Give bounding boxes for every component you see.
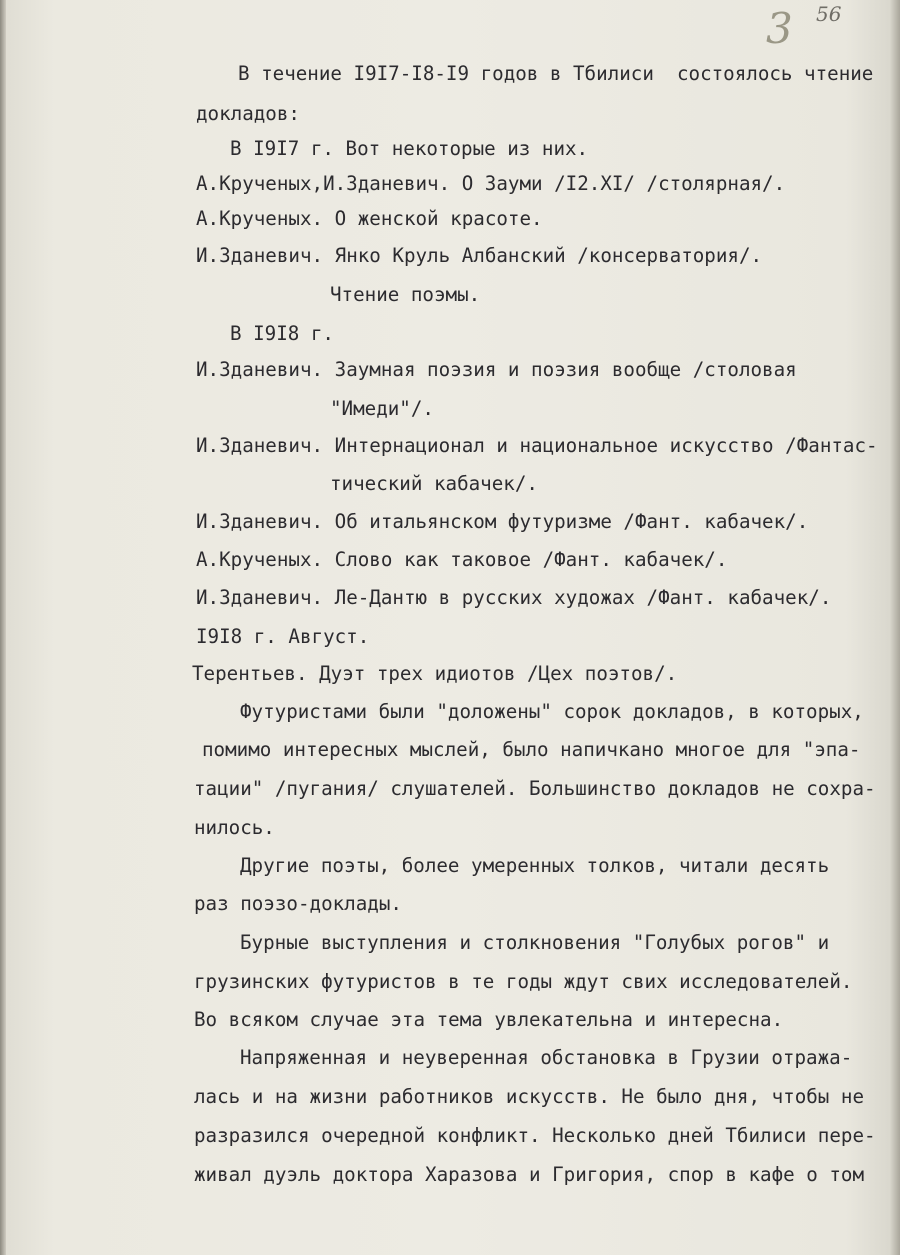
- entry-text: Слово как таковое /Фант. кабачек/.: [334, 548, 728, 571]
- entry-text: О женской красоте.: [334, 207, 543, 230]
- entry-text: И.Зданевич. О Зауми /I2.XI/ /столярная/.: [323, 172, 786, 195]
- paragraph-3-line-2: грузинских футуристов в те годы ждут свих исследователей.: [194, 970, 853, 993]
- entry-author: И.Зданевич.: [196, 510, 324, 533]
- entry-1918-1: [196, 360, 797, 379]
- paragraph-1-line-2: помимо интересных мыслей, было напичкано многое для "эпа-: [202, 738, 861, 761]
- entry-author: И.Зданевич.: [196, 358, 324, 381]
- page-number-pencil: 3: [766, 4, 793, 53]
- entry-author: И.Зданевич.: [196, 586, 324, 609]
- entry-1918-2: "Имеди"/.: [330, 397, 434, 420]
- entry-text: Ле-Дантю в русских художах /Фант. кабачек/.: [334, 586, 832, 609]
- entry-author: И.Зданевич.: [196, 244, 324, 267]
- entry-1917-4: Чтение поэмы.: [330, 283, 481, 306]
- terentiev-line: Терентьев. Дуэт трех идиотов /Цех поэтов/.: [192, 662, 678, 685]
- entry-text: Янко Круль Албанский /консерватория/.: [334, 244, 763, 267]
- paragraph-3-line-1: Бурные выступления и столкновения "Голубых рогов" и: [240, 931, 830, 954]
- entry-1918-6: [196, 550, 727, 569]
- entry-text: Об итальянском футуризме /Фант. кабачек/.: [334, 510, 809, 533]
- paper-edge-right: [890, 0, 900, 1255]
- paragraph-4-line-1: Напряженная и неуверенная обстановка в Грузии отража-: [240, 1046, 853, 1069]
- entry-1918-3: [196, 436, 878, 455]
- entry-text: Заумная поэзия и поэзия вообще /столовая: [334, 358, 797, 381]
- intro-line-1: В течение I9I7-I8-I9 годов в Тбилиси состоялось чтение: [238, 62, 874, 85]
- entry-author: И.Зданевич.: [196, 434, 324, 457]
- heading-1918: В I9I8 г.: [230, 322, 334, 345]
- paragraph-1-line-4: нилось.: [194, 816, 275, 839]
- paragraph-4-line-4: живал дуэль доктора Харазова и Григория, спор в кафе о том: [194, 1163, 865, 1186]
- paragraph-4-line-3: разразился очередной конфликт. Несколько дней Тбилиси пере-: [194, 1124, 876, 1147]
- entry-text: Интернационал и национальное искусство /Фантас-: [334, 434, 878, 457]
- paragraph-1-line-3: тации" /пугания/ слушателей. Большинство докладов не сохра-: [194, 777, 876, 800]
- entry-1917-3: [196, 246, 762, 265]
- entry-1917-2: [196, 209, 543, 228]
- entry-author: А.Крученых.: [196, 207, 324, 230]
- paragraph-2-line-1: Другие поэты, более умеренных толков, читали десять: [240, 854, 830, 877]
- entry-author: А.Крученых.: [196, 548, 324, 571]
- page-number-ink: 56: [816, 2, 842, 26]
- intro-line-2: докладов:: [196, 102, 300, 125]
- entry-1918-7: [196, 588, 831, 607]
- entry-author: А.Крученых,: [196, 172, 324, 195]
- paragraph-1-line-1: Футуристами были "доложены" сорок докладов, в которых,: [240, 700, 864, 723]
- entry-1918-4: тический кабачек/.: [330, 472, 538, 495]
- paragraph-3-line-3: Во всяком случае эта тема увлекательна и интересна.: [194, 1008, 784, 1031]
- paper-edge-left: [0, 0, 6, 1255]
- august-line: I9I8 г. Август.: [196, 625, 370, 648]
- paragraph-2-line-2: раз поэзо-доклады.: [194, 892, 402, 915]
- paragraph-4-line-2: лась и на жизни работников искусств. Не было дня, чтобы не: [194, 1085, 865, 1108]
- entry-1918-5: [196, 512, 808, 531]
- heading-1917: В I9I7 г. Вот некоторые из них.: [230, 137, 589, 160]
- entry-1917-1: [196, 174, 785, 193]
